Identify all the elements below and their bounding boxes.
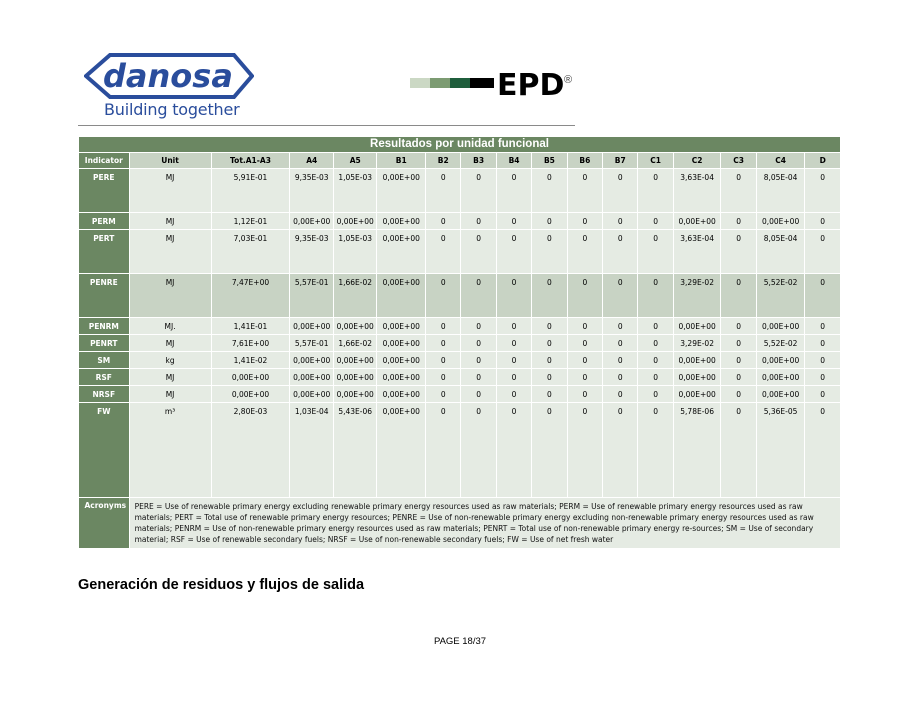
value-cell: 0,00E+00 (756, 318, 805, 335)
table-row (79, 369, 841, 386)
value-cell: 0 (638, 318, 673, 335)
value-cell: 0 (603, 386, 638, 403)
table-row (79, 352, 841, 369)
value-cell: 0,00E+00 (756, 213, 805, 230)
table-row (79, 230, 841, 274)
value-cell: 0,00E+00 (377, 403, 426, 498)
value-cell: 1,05E-03 (333, 230, 377, 274)
value-cell: 0 (426, 318, 461, 335)
value-cell: 0 (603, 335, 638, 352)
column-header: B6 (567, 153, 602, 169)
value-cell: 0,00E+00 (377, 386, 426, 403)
logo-tagline: Building together (104, 100, 240, 119)
value-cell: 0 (426, 369, 461, 386)
page-number: PAGE 18/37 (433, 636, 487, 647)
value-cell: 0 (721, 369, 756, 386)
column-header: A5 (333, 153, 377, 169)
value-cell: 0,00E+00 (290, 318, 334, 335)
column-header: B7 (603, 153, 638, 169)
value-cell: 0 (426, 352, 461, 369)
value-cell: 0 (496, 274, 531, 318)
value-cell: 9,35E-03 (290, 230, 334, 274)
unit-cell: MJ (129, 335, 211, 352)
value-cell: 0,00E+00 (756, 352, 805, 369)
unit-cell: MJ (129, 213, 211, 230)
value-cell: 0 (603, 169, 638, 213)
value-cell: 0,00E+00 (290, 352, 334, 369)
column-header: Indicator (79, 153, 130, 169)
value-cell: 7,47E+00 (211, 274, 290, 318)
indicator-cell: NRSF (79, 386, 130, 403)
table-row (79, 213, 841, 230)
value-cell: 0 (426, 335, 461, 352)
column-header: B1 (377, 153, 426, 169)
value-cell: 0,00E+00 (756, 386, 805, 403)
value-cell: 1,05E-03 (333, 169, 377, 213)
value-cell: 0 (638, 369, 673, 386)
value-cell: 0 (532, 386, 567, 403)
value-cell: 0 (496, 369, 531, 386)
value-cell: 0,00E+00 (377, 352, 426, 369)
value-cell: 2,80E-03 (211, 403, 290, 498)
registered-mark: ® (564, 74, 573, 86)
value-cell: 1,66E-02 (333, 274, 377, 318)
value-cell: 0 (805, 318, 841, 335)
value-cell: 0 (461, 369, 496, 386)
value-cell: 0 (461, 352, 496, 369)
value-cell: 0 (721, 230, 756, 274)
value-cell: 0 (461, 318, 496, 335)
logo-wordmark: danosa (103, 57, 233, 95)
value-cell: 0 (496, 386, 531, 403)
column-header: B4 (496, 153, 531, 169)
value-cell: 0 (461, 169, 496, 213)
value-cell: 0 (603, 403, 638, 498)
value-cell: 0,00E+00 (211, 369, 290, 386)
unit-cell: MJ. (129, 318, 211, 335)
epd-logo-text: EPD (497, 68, 565, 103)
value-cell: 0 (532, 318, 567, 335)
value-cell: 5,78E-06 (673, 403, 721, 498)
value-cell: 0 (532, 213, 567, 230)
value-cell: 0,00E+00 (756, 369, 805, 386)
indicator-cell: PERT (79, 230, 130, 274)
value-cell: 0 (461, 230, 496, 274)
value-cell: 7,03E-01 (211, 230, 290, 274)
value-cell: 1,41E-02 (211, 352, 290, 369)
column-header: C4 (756, 153, 805, 169)
value-cell: 0 (426, 403, 461, 498)
value-cell: 5,43E-06 (333, 403, 377, 498)
table-row (79, 274, 841, 318)
value-cell: 5,57E-01 (290, 335, 334, 352)
value-cell: 0 (532, 230, 567, 274)
value-cell: 0,00E+00 (290, 369, 334, 386)
unit-cell: MJ (129, 169, 211, 213)
indicator-cell: PENRM (79, 318, 130, 335)
indicator-cell: RSF (79, 369, 130, 386)
value-cell: 0,00E+00 (673, 352, 721, 369)
column-header: Unit (129, 153, 211, 169)
value-cell: 1,03E-04 (290, 403, 334, 498)
value-cell: 0,00E+00 (290, 213, 334, 230)
value-cell: 0 (567, 274, 602, 318)
value-cell: 3,29E-02 (673, 274, 721, 318)
acronyms-text: PERE = Use of renewable primary energy excluding renewable primary energy resources used as raw materials; PERM = Use of renewable primary energy resources used as raw materials; PERT = Total use of renewable primary energy resources; PENRE = Use of non-renewable primary energy excluding non-renewable primary energy resources used as raw materials; PENRM = Use of non-renewable primary energy resources used as raw materials; PENRT = Total use of non-renewable primary energy re-sources; SM = Use of secondary material; RSF = Use of renewable secondary fuels; NRSF = Use of non-renewable secondary fuels; FW = Use of net fresh water (129, 498, 840, 549)
value-cell: 0 (567, 169, 602, 213)
column-header: Tot.A1-A3 (211, 153, 290, 169)
value-cell: 0 (567, 403, 602, 498)
indicator-cell: SM (79, 352, 130, 369)
value-cell: 0 (638, 352, 673, 369)
value-cell: 0 (532, 369, 567, 386)
value-cell: 0,00E+00 (673, 213, 721, 230)
epd-color-bars (410, 78, 494, 88)
value-cell: 0 (805, 169, 841, 213)
value-cell: 0 (567, 318, 602, 335)
value-cell: 1,12E-01 (211, 213, 290, 230)
value-cell: 0 (532, 352, 567, 369)
value-cell: 0 (721, 213, 756, 230)
acronyms-label: Acronyms (79, 498, 130, 549)
value-cell: 0 (805, 213, 841, 230)
value-cell: 0 (461, 335, 496, 352)
value-cell: 0 (567, 352, 602, 369)
results-table (78, 136, 841, 549)
value-cell: 0 (496, 352, 531, 369)
value-cell: 0,00E+00 (377, 274, 426, 318)
value-cell: 0 (721, 318, 756, 335)
value-cell: 0 (461, 403, 496, 498)
value-cell: 0 (603, 230, 638, 274)
value-cell: 0 (567, 386, 602, 403)
value-cell: 0 (638, 169, 673, 213)
column-header: C2 (673, 153, 721, 169)
value-cell: 0 (603, 318, 638, 335)
value-cell: 0 (805, 369, 841, 386)
value-cell: 0 (805, 274, 841, 318)
indicator-cell: PERM (79, 213, 130, 230)
indicator-cell: FW (79, 403, 130, 498)
value-cell: 0,00E+00 (333, 352, 377, 369)
value-cell: 0 (638, 274, 673, 318)
value-cell: 0,00E+00 (377, 318, 426, 335)
value-cell: 0 (532, 274, 567, 318)
value-cell: 0 (721, 352, 756, 369)
value-cell: 3,63E-04 (673, 169, 721, 213)
value-cell: 0 (805, 230, 841, 274)
value-cell: 0 (721, 386, 756, 403)
table-header-row (79, 153, 841, 169)
value-cell: 0,00E+00 (333, 386, 377, 403)
value-cell: 0,00E+00 (333, 369, 377, 386)
value-cell: 0 (426, 213, 461, 230)
value-cell: 0 (603, 274, 638, 318)
value-cell: 0 (603, 369, 638, 386)
value-cell: 0 (426, 169, 461, 213)
column-header: A4 (290, 153, 334, 169)
value-cell: 0 (461, 386, 496, 403)
value-cell: 0 (805, 386, 841, 403)
value-cell: 0,00E+00 (377, 369, 426, 386)
value-cell: 0,00E+00 (377, 230, 426, 274)
value-cell: 0 (805, 335, 841, 352)
value-cell: 0,00E+00 (377, 169, 426, 213)
value-cell: 0 (532, 403, 567, 498)
value-cell: 0 (721, 335, 756, 352)
table-row (79, 386, 841, 403)
value-cell: 0,00E+00 (333, 213, 377, 230)
value-cell: 0 (721, 403, 756, 498)
value-cell: 0 (567, 213, 602, 230)
table-row (79, 318, 841, 335)
value-cell: 0 (496, 213, 531, 230)
unit-cell: m³ (129, 403, 211, 498)
value-cell: 0 (426, 274, 461, 318)
value-cell: 0,00E+00 (377, 335, 426, 352)
value-cell: 5,36E-05 (756, 403, 805, 498)
value-cell: 0 (603, 213, 638, 230)
value-cell: 0 (426, 230, 461, 274)
value-cell: 0 (567, 230, 602, 274)
value-cell: 0 (805, 352, 841, 369)
value-cell: 0 (532, 335, 567, 352)
column-header: D (805, 153, 841, 169)
acronyms-row (79, 498, 841, 549)
value-cell: 0 (638, 403, 673, 498)
indicator-cell: PENRT (79, 335, 130, 352)
indicator-cell: PERE (79, 169, 130, 213)
value-cell: 7,61E+00 (211, 335, 290, 352)
value-cell: 0 (638, 213, 673, 230)
value-cell: 0,00E+00 (673, 318, 721, 335)
value-cell: 5,52E-02 (756, 335, 805, 352)
column-header: B5 (532, 153, 567, 169)
unit-cell: kg (129, 352, 211, 369)
column-header: B2 (426, 153, 461, 169)
table-row (79, 335, 841, 352)
unit-cell: MJ (129, 274, 211, 318)
value-cell: 0 (496, 230, 531, 274)
value-cell: 3,63E-04 (673, 230, 721, 274)
value-cell: 0 (721, 274, 756, 318)
value-cell: 0,00E+00 (673, 369, 721, 386)
value-cell: 8,05E-04 (756, 230, 805, 274)
table-title: Resultados por unidad funcional (79, 137, 841, 153)
value-cell: 0 (532, 169, 567, 213)
unit-cell: MJ (129, 230, 211, 274)
value-cell: 5,57E-01 (290, 274, 334, 318)
section-title: Generación de residuos y flujos de salida (78, 577, 365, 593)
value-cell: 0 (603, 352, 638, 369)
column-header: B3 (461, 153, 496, 169)
value-cell: 3,29E-02 (673, 335, 721, 352)
value-cell: 0 (461, 274, 496, 318)
table-row (79, 403, 841, 498)
value-cell: 0 (496, 169, 531, 213)
column-header: C3 (721, 153, 756, 169)
unit-cell: MJ (129, 386, 211, 403)
value-cell: 0 (805, 403, 841, 498)
value-cell: 0 (638, 335, 673, 352)
value-cell: 0 (496, 403, 531, 498)
value-cell: 0 (638, 386, 673, 403)
value-cell: 0,00E+00 (290, 386, 334, 403)
value-cell: 0,00E+00 (673, 386, 721, 403)
value-cell: 0 (638, 230, 673, 274)
table-row (79, 169, 841, 213)
value-cell: 0 (567, 369, 602, 386)
value-cell: 0 (426, 386, 461, 403)
indicator-cell: PENRE (79, 274, 130, 318)
value-cell: 1,41E-01 (211, 318, 290, 335)
value-cell: 5,91E-01 (211, 169, 290, 213)
value-cell: 0 (496, 335, 531, 352)
value-cell: 0 (567, 335, 602, 352)
unit-cell: MJ (129, 369, 211, 386)
value-cell: 1,66E-02 (333, 335, 377, 352)
value-cell: 5,52E-02 (756, 274, 805, 318)
column-header: C1 (638, 153, 673, 169)
value-cell: 0 (496, 318, 531, 335)
value-cell: 0 (721, 169, 756, 213)
header-divider (78, 125, 575, 126)
value-cell: 8,05E-04 (756, 169, 805, 213)
value-cell: 0 (461, 213, 496, 230)
value-cell: 0,00E+00 (377, 213, 426, 230)
value-cell: 0,00E+00 (333, 318, 377, 335)
value-cell: 9,35E-03 (290, 169, 334, 213)
value-cell: 0,00E+00 (211, 386, 290, 403)
